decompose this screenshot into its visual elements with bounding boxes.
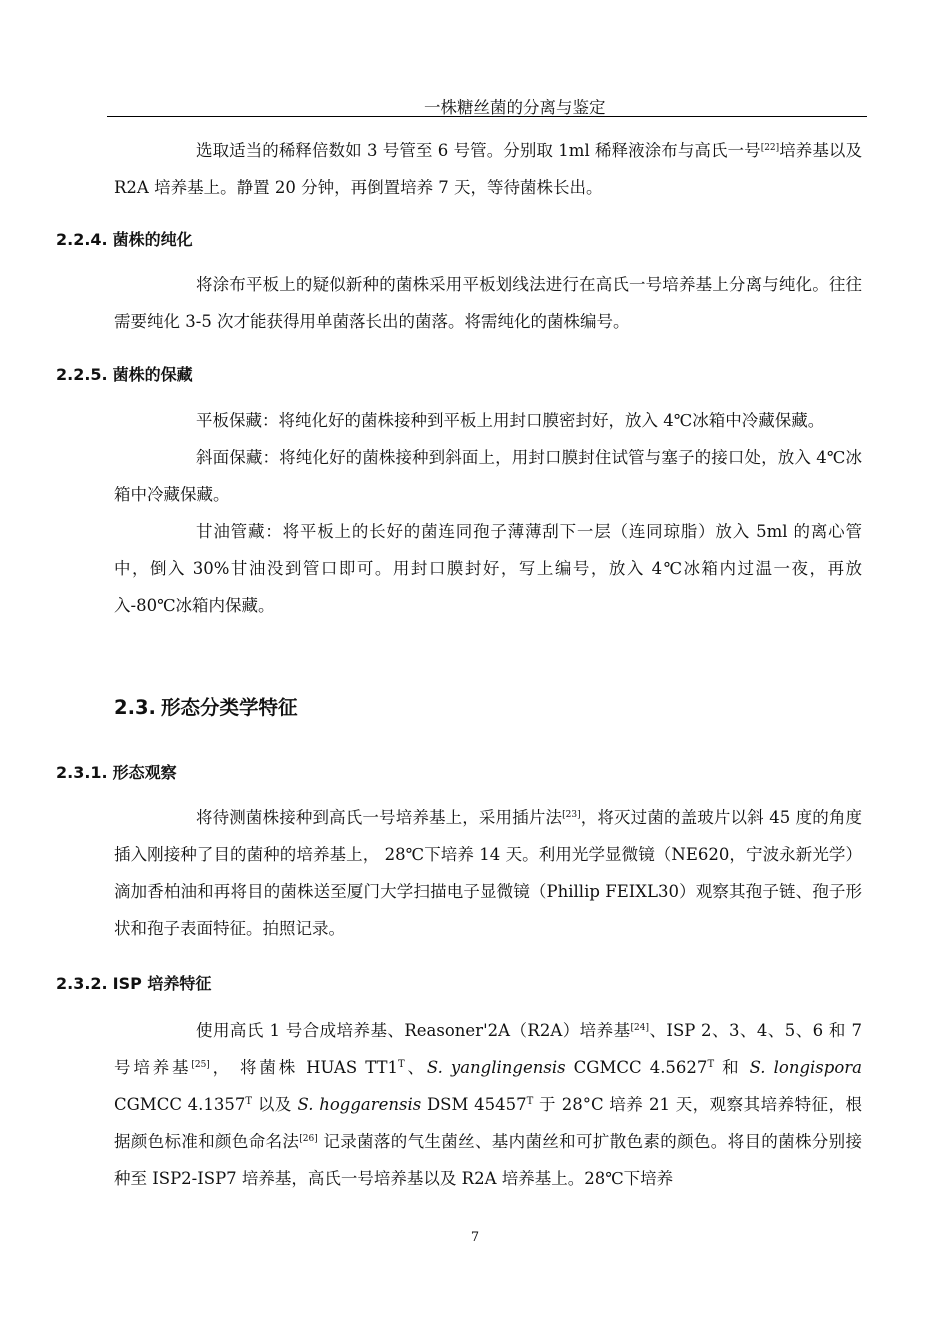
paragraph-text: CGMCC 4.5627: [565, 1058, 708, 1077]
type-strain-superscript: T: [398, 1059, 405, 1070]
paragraph-plate: 平板保藏：将纯化好的菌株接种到平板上用封口膜密封好，放入 4℃冰箱中冷藏保藏。: [196, 411, 825, 430]
paragraph-text: DSM 45457: [421, 1095, 527, 1114]
header-rule: [107, 116, 867, 117]
citation: [25]: [191, 1060, 210, 1070]
paragraph-text: 、ISP 2、3、4、5、6 和 7 号培养基: [114, 1021, 862, 1077]
section-heading-2-3-2: [56, 971, 211, 994]
paragraph-preservation: [114, 402, 862, 624]
section-title: ISP 培养特征: [112, 974, 212, 993]
section-number: 2.2.5.: [56, 365, 108, 384]
citation: [22]: [760, 143, 780, 153]
paragraph-purification: [114, 266, 862, 340]
citation: [24]: [630, 1023, 650, 1033]
paragraph-text: ，将灭过菌的盖玻片以斜 45 度的角度插入刚接种了目的菌种的培养基上， 28℃下培养 14 天。利用光学显微镜（NE620，宁波永新光学）滴加香柏油和再将目的菌株送至厦门大学扫描电子显微镜（Phillip FEIXL30）观察其孢子链、孢子形状和孢子表面特征。拍照记录。: [114, 808, 862, 938]
section-title: 菌株的纯化: [112, 230, 193, 249]
species-name: S. yanglingensis: [426, 1058, 566, 1077]
species-name: S. longispora: [749, 1058, 862, 1077]
species-name: S. hoggarensis: [297, 1095, 422, 1114]
paragraph-glycerol: 甘油管藏：将平板上的长好的菌连同孢子薄薄刮下一层（连同琼脂）放入 5ml 的离心管中，倒入 30%甘油没到管口即可。用封口膜封好，写上编号，放入 4℃冰箱内过温一夜，再放入-80℃冰箱内保藏。: [114, 522, 862, 615]
type-strain-superscript: T: [245, 1096, 253, 1107]
paragraph-text: 将涂布平板上的疑似新种的菌株采用平板划线法进行在高氏一号培养基上分离与纯化。往往需要纯化 3-5 次才能获得用单菌落长出的菌落。将需纯化的菌株编号。: [114, 275, 862, 331]
paragraph-text: 记录菌落的气生菌丝、基内菌丝和可扩散色素的颜色。将目的菌株分别接种至 ISP2-ISP7 培养基，高氏一号培养基以及 R2A 培养基上。28℃下培养: [114, 1132, 862, 1188]
section-number: 2.3.: [114, 696, 156, 719]
section-number: 2.3.2.: [56, 974, 108, 993]
page-number: 7: [470, 1230, 480, 1245]
section-heading-2-3: [114, 692, 297, 720]
paragraph-slant: 斜面保藏：将纯化好的菌株接种到斜面上，用封口膜封住试管与塞子的接口处，放入 4℃冰箱中冷藏保藏。: [114, 448, 862, 504]
paragraph-text: CGMCC 4.1357: [114, 1095, 246, 1114]
paragraph-text: 培养基以及 R2A 培养基上。静置 20 分钟，再倒置培养 7 天，等待菌株长出。: [114, 141, 863, 197]
citation: [23]: [562, 810, 581, 820]
paragraph-text: 将待测菌株接种到高氏一号培养基上，采用插片法: [196, 808, 563, 827]
section-heading-2-2-4: [56, 227, 193, 250]
section-title: 菌株的保藏: [112, 365, 193, 384]
section-number: 2.2.4.: [56, 230, 108, 249]
paragraph-text: 以及: [252, 1095, 298, 1114]
citation: [26]: [299, 1134, 318, 1144]
section-title: 形态分类学特征: [160, 696, 298, 719]
paragraph-text: 、: [404, 1058, 427, 1077]
paragraph-dilution: [114, 132, 862, 206]
running-header-title: 一株糖丝菌的分离与鉴定: [424, 98, 606, 117]
type-strain-superscript: T: [526, 1096, 534, 1107]
paragraph-text: 使用高氏 1 号合成培养基、Reasoner'2A（R2A）培养基: [196, 1021, 631, 1040]
section-heading-2-3-1: [56, 760, 177, 783]
paragraph-text: 于 28°C 培养 21 天，观察其培养特征，根据颜色标准和颜色命名法: [114, 1095, 863, 1151]
section-number: 2.3.1.: [56, 763, 108, 782]
paragraph-isp-culture: [114, 1012, 862, 1197]
type-strain-superscript: T: [707, 1059, 715, 1070]
section-title: 形态观察: [112, 763, 177, 782]
paragraph-text: ， 将菌株 HUAS TT1: [209, 1058, 399, 1077]
paragraph-morphology: [114, 799, 862, 947]
paragraph-text: 和: [714, 1058, 750, 1077]
section-heading-2-2-5: [56, 362, 193, 385]
paragraph-text: 选取适当的稀释倍数如 3 号管至 6 号管。分别取 1ml 稀释液涂布与高氏一号: [196, 141, 761, 160]
